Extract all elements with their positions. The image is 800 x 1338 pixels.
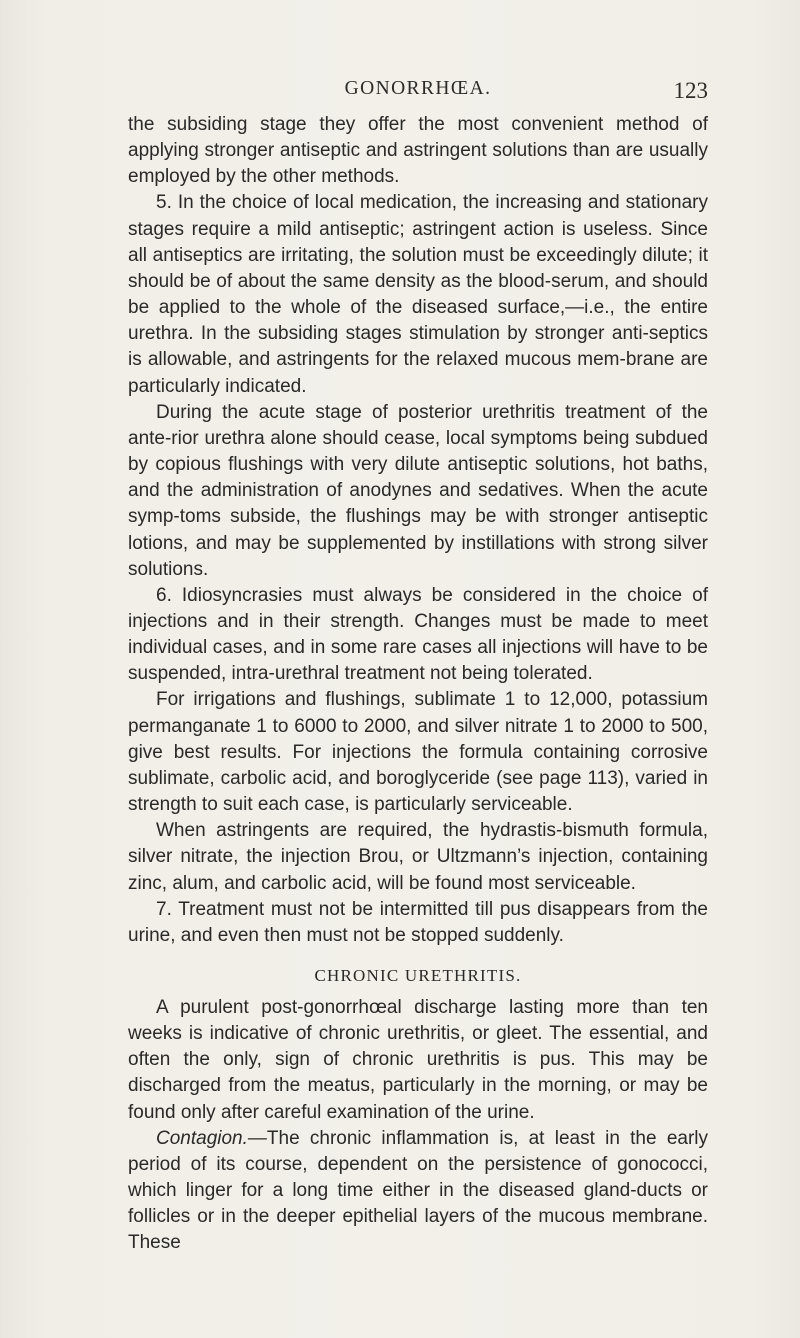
paragraph-idiosyncrasies: 6. Idiosyncrasies must always be considered in the choice of injections and in their strength. Changes must be made to meet individual cases, and in some rare cases all injections will have to be suspended, intra-urethral treatment not being tolerated. <box>128 584 708 685</box>
paragraph-local-medication: 5. In the choice of local medication, the increasing and stationary stages require a mild antiseptic; astringent action is useless. Since all antiseptics are irritating, the solution must be exceedingly dilute; it should be of about the same density as the blood-serum, and should be applied to the whole of the diseased surface,—i.e., the entire urethra. In the subsiding stages stimulation by stronger anti-septics is allowable, and astringents for the relaxed mucous mem-brane are particularly indicated. <box>128 192 708 397</box>
paragraph-astringents: When astringents are required, the hydrastis-bismuth formula, silver nitrate, the injection Brou, or Ultzmann’s injection, containing zinc, alum, and carbolic acid, will be found most serviceable. <box>128 820 708 894</box>
paragraph-posterior-urethritis: During the acute stage of posterior urethritis treatment of the ante-rior urethra alone should cease, local symptoms being subdued by copious flushings with very dilute antiseptic solutions, hot baths, and the administration of anodynes and sedatives. When the acute symp-toms subside, the flushings may be with stronger antiseptic lotions, and may be supplemented by instillations with strong silver solutions. <box>128 401 708 580</box>
contagion-label: Contagion. <box>156 1127 248 1149</box>
section-heading: CHRONIC URETHRITIS. <box>314 966 522 985</box>
running-title: GONORRHŒA. <box>344 78 492 99</box>
paragraph-contagion <box>128 1126 708 1257</box>
page-header <box>128 78 708 106</box>
contagion-text: —The chronic inflammation is, at least in the early period of its course, dependent on the persistence of gonococci, which linger for a long time either in the diseased gland-ducts or follicles or in the deeper epithelial layers of the mucous membrane. These <box>128 1127 708 1254</box>
paragraph-treatment: 7. Treatment must not be intermitted till pus disappears from the urine, and even then must not be stopped suddenly. <box>128 898 708 946</box>
paragraph-chronic-urethritis: A purulent post-gonorrhœal discharge lasting more than ten weeks is indicative of chronic urethritis, or gleet. The essential, and often the only, sign of chronic urethritis is pus. This may be discharged from the meatus, particularly in the morning, or may be found only after careful examination of the urine. <box>128 997 708 1123</box>
body-text <box>128 112 708 1257</box>
paragraph-continuation: the subsiding stage they offer the most convenient method of applying stronger antiseptic and astringent solutions than are usually employed by the other methods. <box>128 114 708 188</box>
paragraph-irrigations: For irrigations and flushings, sublimate 1 to 12,000, potassium permanganate 1 to 6000 to 2000, and silver nitrate 1 to 2000 to 500, give best results. For injections the formula containing corrosive sublimate, carbolic acid, and boroglyceride (see page 113), varied in strength to suit each case, is particularly serviceable. <box>128 689 708 816</box>
page-number: 123 <box>673 78 708 103</box>
